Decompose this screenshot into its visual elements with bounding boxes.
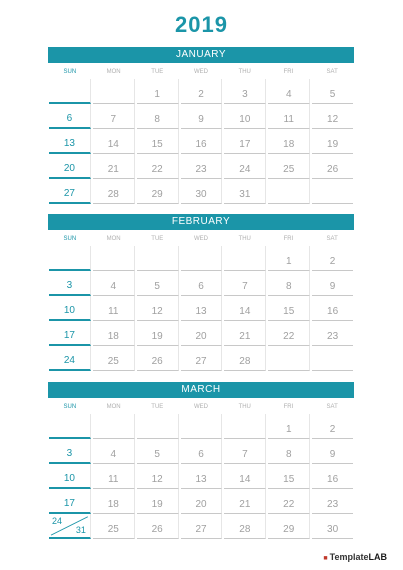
day-cell[interactable] — [93, 414, 135, 439]
day-cell[interactable] — [181, 129, 223, 154]
weekday-label: THU — [238, 404, 251, 410]
day-number: 11 — [108, 474, 119, 485]
weekday-header-row — [48, 232, 354, 246]
week-row — [48, 514, 354, 539]
day-number: 28 — [239, 524, 251, 535]
weekday-label: TUE — [151, 69, 164, 75]
day-number: 11 — [283, 114, 294, 125]
month-block-march — [48, 382, 354, 539]
day-number: 3 — [66, 280, 73, 291]
day-cell[interactable] — [268, 321, 310, 346]
day-number: 8 — [154, 114, 160, 125]
weekday-label: THU — [238, 236, 251, 242]
month-header: MARCH — [48, 382, 354, 398]
day-cell[interactable] — [181, 439, 223, 464]
day-number: 25 — [107, 356, 119, 367]
day-cell[interactable] — [268, 439, 310, 464]
day-cell[interactable] — [224, 79, 266, 104]
day-number: 30 — [327, 524, 339, 535]
day-number: 14 — [107, 139, 119, 150]
day-number: 13 — [195, 474, 207, 485]
weekday-label: MON — [106, 404, 121, 410]
day-cell[interactable] — [268, 271, 310, 296]
day-number: 24 — [239, 164, 251, 175]
day-cell[interactable] — [49, 464, 91, 489]
day-cell[interactable] — [49, 104, 91, 129]
week-row — [48, 464, 354, 489]
day-number: 4 — [110, 449, 117, 460]
day-cell[interactable] — [268, 104, 310, 129]
templatelab-brand — [323, 552, 387, 562]
day-cell[interactable] — [137, 79, 179, 104]
day-cell[interactable] — [181, 79, 223, 104]
month-header: FEBRUARY — [48, 214, 354, 230]
week-row — [48, 179, 354, 204]
weekday-label: SUN — [63, 404, 77, 410]
weekday-label: TUE — [151, 404, 164, 410]
day-cell[interactable] — [181, 104, 223, 129]
day-number: 12 — [327, 114, 339, 125]
day-number: 15 — [151, 139, 163, 150]
day-number: 22 — [283, 499, 295, 510]
day-number: 1 — [154, 89, 160, 100]
day-number: 16 — [327, 474, 339, 485]
day-cell[interactable] — [93, 246, 135, 271]
day-cell[interactable] — [49, 321, 91, 346]
day-cell[interactable] — [312, 129, 353, 154]
week-row — [48, 489, 354, 514]
day-cell[interactable] — [93, 296, 135, 321]
day-cell[interactable] — [93, 179, 135, 204]
day-number: 20 — [195, 331, 207, 342]
day-cell[interactable] — [268, 179, 310, 204]
weekday-label: FRI — [283, 69, 294, 75]
day-cell[interactable] — [224, 321, 266, 346]
weekday-label: SAT — [326, 69, 338, 75]
day-cell[interactable] — [224, 271, 266, 296]
day-cell[interactable] — [224, 129, 266, 154]
day-cell[interactable] — [268, 129, 310, 154]
day-cell[interactable] — [137, 489, 179, 514]
day-number: 6 — [198, 281, 204, 292]
day-cell[interactable] — [49, 129, 91, 154]
day-number: 21 — [107, 164, 119, 175]
day-number: 5 — [154, 281, 160, 292]
day-cell[interactable] — [181, 414, 223, 439]
day-number: 19 — [151, 499, 163, 510]
day-number: 19 — [327, 139, 339, 150]
day-number: 20 — [63, 163, 75, 174]
day-cell[interactable] — [268, 346, 310, 371]
day-cell[interactable] — [268, 489, 310, 514]
day-cell[interactable] — [93, 79, 135, 104]
day-cell[interactable] — [93, 154, 135, 179]
day-number: 28 — [239, 356, 251, 367]
day-cell[interactable] — [93, 104, 135, 129]
day-number: 9 — [329, 449, 336, 460]
day-cell[interactable] — [312, 104, 353, 129]
day-number: 23 — [327, 331, 339, 342]
day-number: 3 — [242, 89, 248, 100]
day-number: 12 — [151, 306, 163, 317]
day-cell[interactable] — [181, 296, 223, 321]
day-number: 17 — [63, 498, 75, 509]
day-cell[interactable] — [137, 246, 179, 271]
day-number: 2 — [329, 256, 336, 267]
day-cell[interactable] — [181, 514, 223, 539]
day-cell[interactable] — [181, 179, 223, 204]
day-cell[interactable] — [137, 296, 179, 321]
day-number: 13 — [195, 306, 207, 317]
day-cell[interactable] — [93, 464, 135, 489]
day-cell[interactable] — [137, 179, 179, 204]
day-cell[interactable] — [49, 489, 91, 514]
day-cell[interactable] — [49, 246, 91, 271]
day-cell[interactable] — [268, 154, 310, 179]
day-cell[interactable] — [268, 296, 310, 321]
weekday-label: WED — [194, 404, 209, 410]
calendar-year-title: 2019 — [175, 12, 228, 37]
day-cell[interactable] — [93, 489, 135, 514]
week-row — [48, 296, 354, 321]
day-number: 31 — [239, 189, 251, 200]
week-row — [48, 104, 354, 129]
day-cell[interactable] — [268, 514, 310, 539]
day-number: 25 — [107, 524, 119, 535]
day-cell[interactable] — [224, 439, 266, 464]
day-number: 6 — [198, 449, 204, 460]
day-number: 21 — [239, 331, 251, 342]
day-number: 30 — [195, 189, 207, 200]
day-cell[interactable] — [224, 489, 266, 514]
day-number: 14 — [239, 474, 251, 485]
day-number: 8 — [285, 449, 292, 460]
day-number: 18 — [283, 139, 295, 150]
day-number: 4 — [110, 281, 117, 292]
day-cell[interactable] — [137, 321, 179, 346]
day-cell[interactable] — [268, 414, 310, 439]
day-cell[interactable] — [49, 179, 91, 204]
day-number: 2 — [198, 89, 204, 100]
weekday-label: WED — [194, 69, 209, 75]
day-cell[interactable] — [224, 246, 266, 271]
week-row — [48, 321, 354, 346]
day-cell[interactable] — [268, 79, 310, 104]
week-row — [48, 154, 354, 179]
day-cell[interactable] — [137, 514, 179, 539]
day-number: 22 — [151, 164, 163, 175]
day-cell[interactable] — [181, 346, 223, 371]
day-number: 27 — [195, 356, 207, 367]
day-cell[interactable] — [224, 154, 266, 179]
day-cell[interactable] — [49, 79, 91, 104]
day-number: 27 — [63, 188, 75, 199]
month-header: JANUARY — [48, 47, 354, 63]
day-number: 26 — [151, 524, 163, 535]
day-cell[interactable] — [49, 346, 91, 371]
day-number: 1 — [285, 424, 292, 435]
day-number: 10 — [63, 473, 75, 484]
brand-prefix: Template — [329, 552, 369, 562]
week-row — [48, 414, 354, 439]
day-cell[interactable] — [93, 271, 135, 296]
week-row — [48, 439, 354, 464]
day-number: 21 — [239, 499, 251, 510]
weekday-label: FRI — [283, 236, 294, 242]
day-number: 7 — [242, 281, 248, 292]
day-cell[interactable] — [268, 464, 310, 489]
day-number: 27 — [195, 524, 207, 535]
day-cell[interactable] — [312, 489, 353, 514]
split-day-second: 31 — [75, 525, 86, 535]
day-cell[interactable] — [224, 346, 266, 371]
day-number: 3 — [66, 448, 73, 459]
day-cell[interactable] — [137, 271, 179, 296]
day-number: 29 — [283, 524, 295, 535]
day-cell[interactable] — [312, 296, 353, 321]
weekday-label: WED — [194, 236, 209, 242]
day-cell[interactable] — [93, 439, 135, 464]
day-cell[interactable] — [224, 464, 266, 489]
day-number: 5 — [329, 89, 336, 100]
day-number: 18 — [107, 499, 119, 510]
day-number: 8 — [285, 281, 292, 292]
weekday-label: THU — [238, 69, 251, 75]
day-cell[interactable] — [312, 514, 353, 539]
day-cell[interactable] — [137, 104, 179, 129]
day-number: 18 — [107, 331, 119, 342]
day-number: 7 — [110, 114, 117, 125]
day-number: 16 — [327, 306, 339, 317]
day-number: 26 — [327, 164, 339, 175]
day-cell[interactable] — [49, 439, 91, 464]
month-block-february — [48, 214, 354, 371]
weekday-header-row — [48, 65, 354, 79]
day-cell[interactable] — [137, 129, 179, 154]
day-cell[interactable] — [224, 104, 266, 129]
week-row — [48, 271, 354, 296]
day-number: 23 — [195, 164, 207, 175]
day-cell[interactable] — [312, 246, 353, 271]
day-cell[interactable] — [312, 154, 353, 179]
day-number: 10 — [63, 305, 75, 316]
weekday-label: MON — [106, 236, 121, 242]
month-block-january — [48, 47, 354, 204]
day-cell[interactable] — [312, 79, 353, 104]
day-cell[interactable] — [137, 464, 179, 489]
day-cell[interactable] — [224, 414, 266, 439]
day-cell[interactable] — [137, 414, 179, 439]
day-cell[interactable] — [49, 271, 91, 296]
day-number: 7 — [242, 449, 248, 460]
day-number: 5 — [154, 449, 160, 460]
split-day-first: 24 — [52, 516, 63, 526]
day-cell[interactable] — [181, 489, 223, 514]
weekday-label: MON — [106, 69, 121, 75]
day-number: 2 — [329, 424, 336, 435]
day-number: 11 — [108, 306, 119, 317]
day-number: 9 — [198, 114, 204, 125]
day-number: 29 — [151, 189, 163, 200]
day-number: 26 — [151, 356, 163, 367]
day-number: 19 — [151, 331, 163, 342]
day-cell[interactable] — [93, 321, 135, 346]
day-cell[interactable] — [49, 514, 91, 539]
day-number: 17 — [63, 330, 75, 341]
day-number: 4 — [285, 89, 292, 100]
day-number: 23 — [327, 499, 339, 510]
weekday-label: SAT — [326, 236, 338, 242]
day-cell[interactable] — [312, 179, 353, 204]
day-number: 6 — [66, 113, 73, 124]
weekday-label: TUE — [151, 236, 164, 242]
day-cell[interactable] — [312, 464, 353, 489]
day-cell[interactable] — [49, 296, 91, 321]
day-cell[interactable] — [181, 321, 223, 346]
weekday-label: FRI — [283, 404, 294, 410]
weekday-label: SUN — [63, 69, 77, 75]
week-row — [48, 79, 354, 104]
day-cell[interactable] — [312, 346, 353, 371]
day-number: 24 — [63, 355, 75, 366]
day-cell[interactable] — [181, 464, 223, 489]
templatelab-logo-icon: ■ — [323, 555, 328, 562]
day-cell[interactable] — [224, 179, 266, 204]
day-cell[interactable] — [268, 246, 310, 271]
day-number: 22 — [283, 331, 295, 342]
day-number: 12 — [151, 474, 163, 485]
weekday-header-row — [48, 400, 354, 414]
week-row — [48, 129, 354, 154]
day-cell[interactable] — [137, 346, 179, 371]
weekday-label: SAT — [326, 404, 338, 410]
day-cell[interactable] — [224, 296, 266, 321]
day-cell[interactable] — [49, 154, 91, 179]
day-cell[interactable] — [224, 514, 266, 539]
day-number: 17 — [239, 139, 251, 150]
day-number: 14 — [239, 306, 251, 317]
weekday-label: SUN — [63, 236, 77, 242]
day-cell[interactable] — [49, 414, 91, 439]
week-row — [48, 246, 354, 271]
brand-suffix: LAB — [368, 552, 387, 562]
day-number: 16 — [195, 139, 207, 150]
day-cell[interactable] — [312, 439, 353, 464]
week-row — [48, 346, 354, 371]
day-number: 20 — [195, 499, 207, 510]
day-cell[interactable] — [181, 271, 223, 296]
day-cell[interactable] — [93, 514, 135, 539]
day-number: 10 — [239, 114, 251, 125]
day-cell[interactable] — [93, 346, 135, 371]
day-cell[interactable] — [312, 414, 353, 439]
day-number: 1 — [285, 256, 292, 267]
day-number: 15 — [283, 474, 295, 485]
day-cell[interactable] — [312, 321, 353, 346]
day-cell[interactable] — [137, 439, 179, 464]
day-cell[interactable] — [181, 246, 223, 271]
day-number: 15 — [283, 306, 295, 317]
day-number: 13 — [63, 138, 75, 149]
day-cell[interactable] — [93, 129, 135, 154]
day-cell[interactable] — [137, 154, 179, 179]
day-cell[interactable] — [312, 271, 353, 296]
day-number: 25 — [283, 164, 295, 175]
day-number: 9 — [329, 281, 336, 292]
day-cell[interactable] — [181, 154, 223, 179]
day-number: 28 — [107, 189, 119, 200]
